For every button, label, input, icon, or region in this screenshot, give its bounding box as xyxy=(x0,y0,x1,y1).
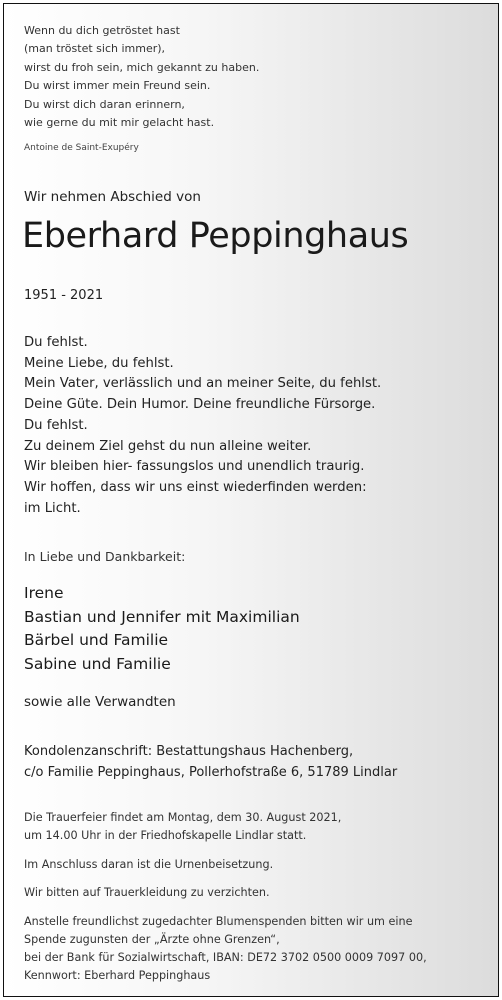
mourner-name: Sabine und Familie xyxy=(24,654,171,673)
message-line: Deine Güte. Dein Humor. Deine freundliche Fürsorge. xyxy=(24,397,376,413)
mourner-name: Bastian und Jennifer mit Maximilian xyxy=(24,607,300,626)
poem xyxy=(24,22,259,132)
message-line: Meine Liebe, du fehlst. xyxy=(24,355,174,371)
deceased-name: Eberhard Peppinghaus xyxy=(22,216,409,256)
poem-line: Du wirst dich daran erinnern, xyxy=(24,97,185,111)
condolence-address xyxy=(24,742,397,783)
mourners-list xyxy=(24,582,300,676)
message-line: Du fehlst. xyxy=(24,335,88,350)
farewell-message xyxy=(24,333,381,519)
urn-burial-info: Im Anschluss daran ist die Urnenbeisetzung. xyxy=(24,858,274,871)
donation-line: bei der Bank für Sozialwirtschaft, IBAN: DE72 3702 0500 0009 7097 00, xyxy=(24,951,427,964)
funeral-line: Die Trauerfeier findet am Montag, dem 30. August 2021, xyxy=(24,811,342,824)
poem-line: wie gerne du mit mir gelacht hast. xyxy=(24,116,215,130)
poem-line: Wenn du dich getröstet hast xyxy=(24,24,180,37)
funeral-line: um 14.00 Uhr in der Friedhofskapelle Lindlar statt. xyxy=(24,829,307,842)
donation-info xyxy=(24,913,427,985)
donation-line: Spende zugunsten der „Ärzte ohne Grenzen“, xyxy=(24,933,280,946)
obituary-notice xyxy=(3,3,499,997)
address-line: c/o Familie Peppinghaus, Pollerhofstraße 6, 51789 Lindlar xyxy=(24,764,398,780)
mourner-name: Bärbel und Familie xyxy=(24,631,169,649)
life-years: 1951 - 2021 xyxy=(24,288,104,303)
poem-line: (man tröstet sich immer), xyxy=(24,42,166,56)
farewell-intro: Wir nehmen Abschied von xyxy=(24,189,201,205)
donation-line: Kennwort: Eberhard Peppinghaus xyxy=(24,969,211,982)
relatives-line: sowie alle Verwandten xyxy=(24,694,176,710)
message-line: im Licht. xyxy=(24,500,81,516)
mourner-name: Irene xyxy=(24,584,64,602)
address-line: Kondolenzanschrift: Bestattungshaus Hachenberg, xyxy=(24,744,354,759)
donation-line: Anstelle freundlichst zugedachter Blumenspenden bitten wir um eine xyxy=(24,915,413,928)
message-line: Wir bleiben hier- fassungslos und unendlich traurig. xyxy=(24,459,365,475)
message-line: Zu deinem Ziel gehst du nun alleine weiter. xyxy=(24,438,312,454)
message-line: Wir hoffen, dass wir uns einst wiederfinden werden: xyxy=(24,479,367,495)
thanks-heading: In Liebe und Dankbarkeit: xyxy=(24,549,186,564)
funeral-info xyxy=(24,809,341,845)
poem-author: Antoine de Saint-Exupéry xyxy=(24,143,139,153)
message-line: Du fehlst. xyxy=(24,417,88,433)
poem-line: Du wirst immer mein Freund sein. xyxy=(24,79,211,93)
poem-line: wirst du froh sein, mich gekannt zu haben. xyxy=(24,60,260,74)
message-line: Mein Vater, verlässlich und an meiner Seite, du fehlst. xyxy=(24,376,382,392)
dress-code-note: Wir bitten auf Trauerkleidung zu verzichten. xyxy=(24,886,270,899)
